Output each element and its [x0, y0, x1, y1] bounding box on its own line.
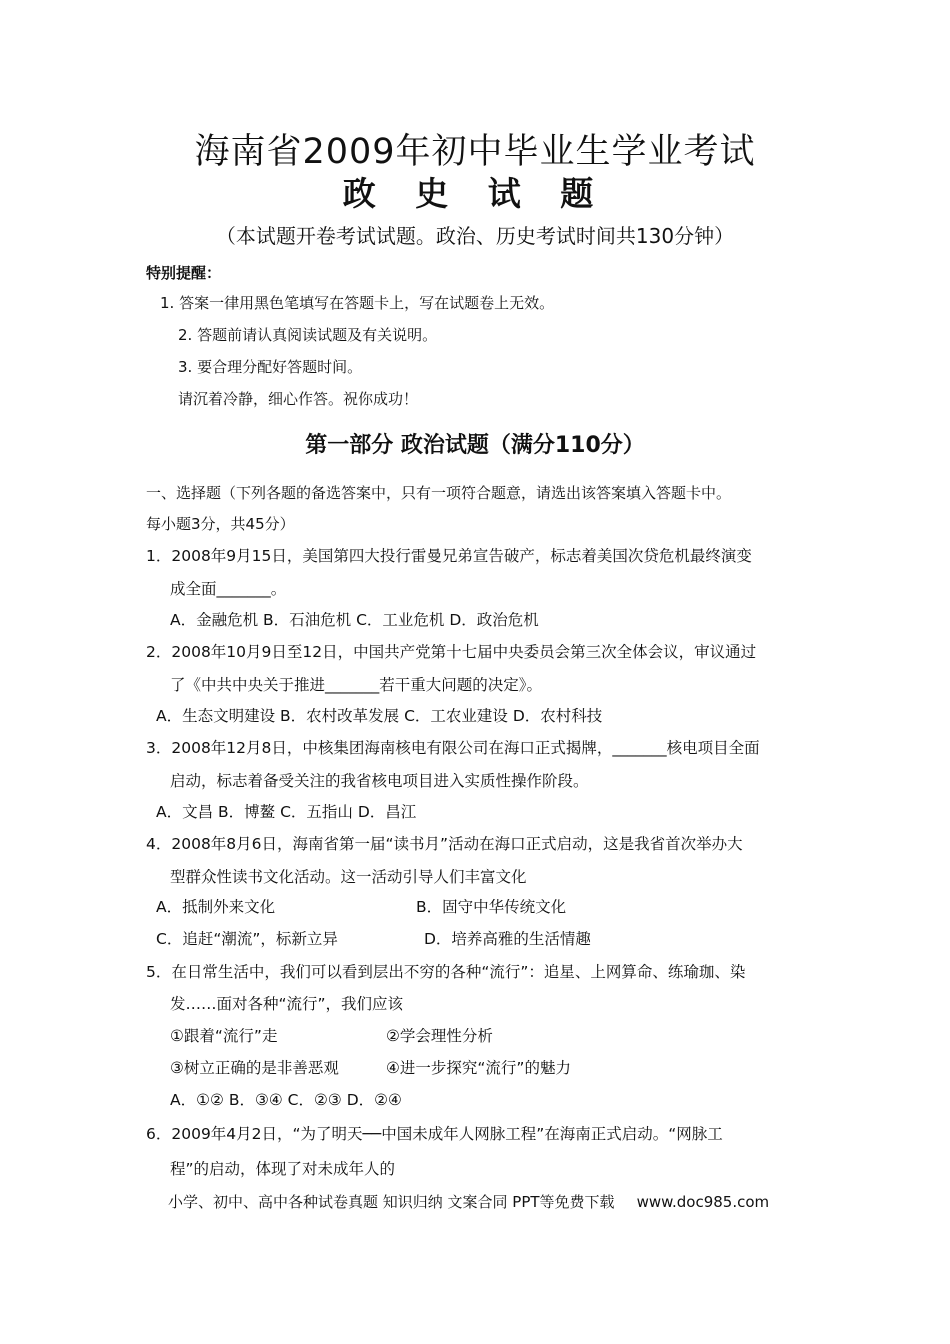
q5-statement-3: ③树立正确的是非善恶观: [170, 1059, 339, 1077]
q4-option-a: A．抵制外来文化: [156, 898, 276, 916]
q1-line1: 1．2008年9月15日，美国第四大投行雷曼兄弟宣告破产，标志着美国次贷危机最终演变: [146, 547, 752, 565]
q5-statement-1: ①跟着“流行”走: [170, 1027, 278, 1045]
reminder-item-2: 2. 答题前请认真阅读试题及有关说明。: [178, 326, 438, 344]
q5-line2: 发……面对各种“流行”，我们应该: [170, 995, 404, 1013]
exam-title: 海南省2009年初中毕业生学业考试: [194, 132, 756, 172]
q6-line2: 程”的启动，体现了对未成年人的: [170, 1160, 396, 1178]
exam-note: （本试题开卷考试试题。政治、历史考试时间共130分钟）: [215, 224, 735, 248]
section-instruction-line1: 一、选择题（下列各题的备选答案中，只有一项符合题意，请选出该答案填入答题卡中。: [146, 484, 732, 502]
q4-option-b: B．固守中华传统文化: [416, 898, 567, 916]
q5-statement-2: ②学会理性分析: [386, 1027, 493, 1045]
q4-option-c: C．追赶“潮流”，标新立异: [156, 930, 338, 948]
q3-line2: 启动，标志着备受关注的我省核电项目进入实质性操作阶段。: [170, 772, 589, 790]
q1-options: A．金融危机 B．石油危机 C．工业危机 D．政治危机: [170, 611, 539, 629]
q5-line1: 5．在日常生活中，我们可以看到层出不穷的各种“流行”：追星、上网算命、练瑜珈、染: [146, 963, 746, 981]
part1-title: 第一部分 政治试题（满分110分）: [305, 433, 645, 458]
q2-line1: 2．2008年10月9日至12日，中国共产党第十七届中央委员会第三次全体会议，审议通过: [146, 643, 757, 661]
reminder-wish: 请沉着冷静，细心作答。祝你成功！: [178, 390, 419, 408]
q2-options: A．生态文明建设 B．农村改革发展 C．工农业建设 D．农村科技: [156, 707, 603, 725]
q6-line1: 6．2009年4月2日，“为了明天──中国未成年人网脉工程”在海南正式启动。“网脉工: [146, 1125, 723, 1143]
reminder-item-1: 1. 答案一律用黑色笔填写在答题卡上，写在试题卷上无效。: [160, 294, 555, 312]
section-instruction-line2: 每小题3分，共45分）: [146, 515, 295, 533]
q4-option-d: D．培养高雅的生活情趣: [424, 930, 591, 948]
q4-line2: 型群众性读书文化活动。这一活动引导人们丰富文化: [170, 868, 527, 886]
page-footer: [168, 1191, 769, 1212]
footer-text: 小学、初中、高中各种试卷真题 知识归纳 文案合同 PPT等免费下载: [168, 1193, 615, 1211]
footer-url: www.doc985.com: [636, 1193, 770, 1211]
q4-line1: 4．2008年8月6日，海南省第一届“读书月”活动在海口正式启动，这是我省首次举办大: [146, 835, 743, 853]
q3-options: A．文昌 B．博鳌 C．五指山 D．昌江: [156, 803, 417, 821]
q1-line2: 成全面_______。: [170, 580, 287, 598]
reminder-item-3: 3. 要合理分配好答题时间。: [178, 358, 363, 376]
q5-statement-4: ④进一步探究“流行”的魅力: [386, 1059, 571, 1077]
exam-subtitle: 政 史 试 题: [342, 174, 608, 213]
reminder-heading: 特别提醒：: [146, 264, 222, 282]
q3-line1: 3．2008年12月8日，中核集团海南核电有限公司在海口正式揭牌，_______核电项目全面: [146, 739, 760, 757]
q2-line2: 了《中共中央关于推进_______若干重大问题的决定》。: [170, 676, 543, 694]
q5-options: A．①② B．③④ C．②③ D．②④: [170, 1091, 402, 1109]
